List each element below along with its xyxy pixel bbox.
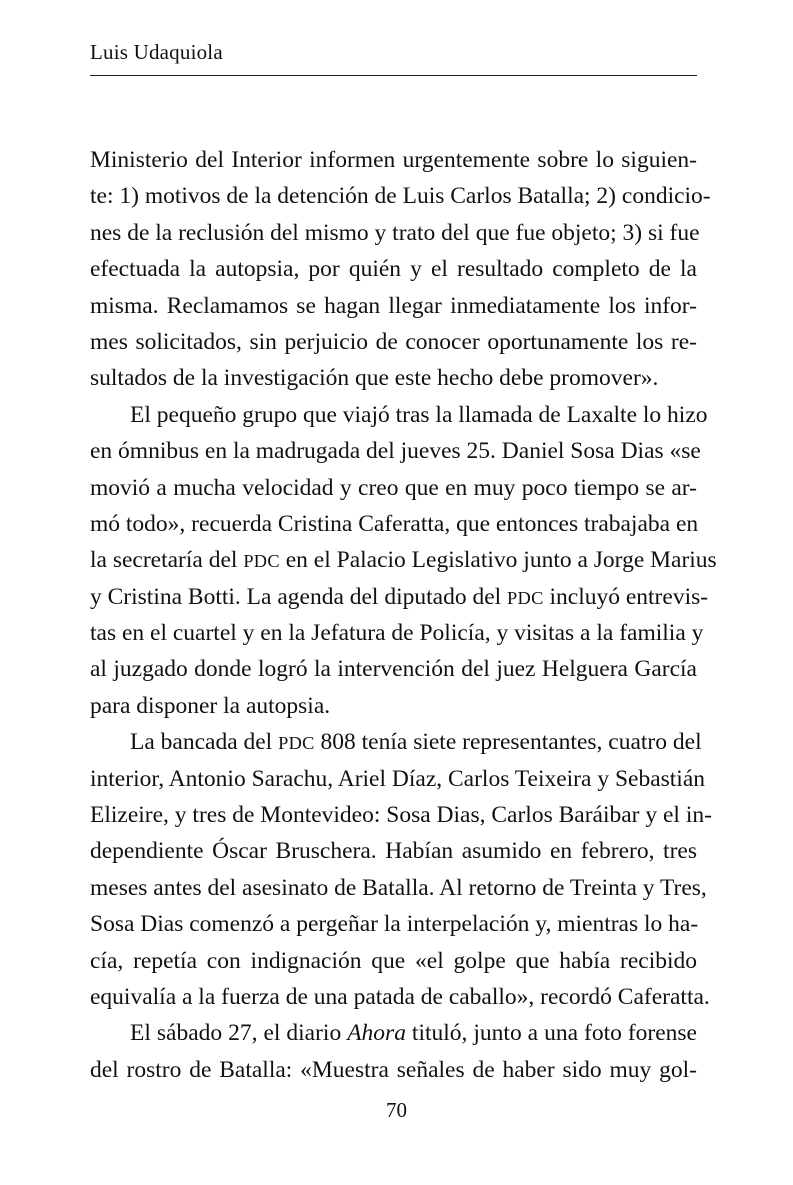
text-line: equivalía a la fuerza de una patada de caballo», recordó Caferatta. [90,983,710,1010]
text-line: cía, repetía con indignación que «el golpe que había recibido [90,947,697,974]
running-head: Luis Udaquiola [90,40,223,64]
text-line: y Cristina Botti. La agenda del diputado del PDC incluyó entrevis- [90,583,709,610]
text-line: te: 1) motivos de la detención de Luis Carlos Batalla; 2) condicio- [90,183,711,210]
text-line: misma. Reclamamos se hagan llegar inmediatamente los infor- [90,292,697,319]
text-line: mó todo», recuerda Cristina Caferatta, que entonces trabajaba en [90,510,699,537]
text-line: interior, Antonio Sarachu, Ariel Díaz, Carlos Teixeira y Sebastián [90,765,706,792]
text-line: Elizeire, y tres de Montevideo: Sosa Dias, Carlos Baráibar y el in- [90,802,712,829]
text-line: Sosa Dias comenzó a pergeñar la interpelación y, mientras lo ha- [90,911,699,938]
text-line: efectuada la autopsia, por quién y el resultado completo de la [90,256,697,283]
text-line: al juzgado donde logró la intervención del juez Helguera García [90,656,697,683]
text-line: tas en el cuartel y en la Jefatura de Policía, y visitas a la familia y [90,620,704,647]
text-line: El sábado 27, el diario Ahora tituló, junto a una foto forense [130,1020,697,1047]
text-line: del rostro de Batalla: «Muestra señales de haber sido muy gol- [90,1056,697,1083]
text-line: El pequeño grupo que viajó tras la llamada de Laxalte lo hizo [130,401,708,428]
header-rule [90,75,697,76]
text-line: Ministerio del Interior informen urgentemente sobre lo siguien- [90,147,697,173]
paragraph-2 [90,397,717,725]
text-line: dependiente Óscar Bruschera. Habían asumido en febrero, tres [90,838,697,865]
text-line: nes de la reclusión del mismo y trato del que fue objeto; 3) si fue [90,219,700,246]
acronym-pdc: PDC [507,587,544,608]
acronym-pdc: PDC [243,551,280,572]
text-line: movió a mucha velocidad y creo que en muy poco tiempo se ar- [90,474,697,501]
page-number: 70 [386,1098,407,1122]
text-line: mes solicitados, sin perjuicio de conocer oportunamente los re- [90,328,697,355]
newspaper-title: Ahora [347,1020,406,1047]
text-line: La bancada del PDC 808 tenía siete representantes, cuatro del [130,729,702,756]
text-line: meses antes del asesinato de Batalla. Al retorno de Treinta y Tres, [90,874,707,901]
paragraph-1 [90,142,711,397]
acronym-pdc: PDC [278,733,315,754]
text-line: sultados de la investigación que este hecho debe promover». [90,365,659,392]
body-text [90,142,717,1088]
text-line: la secretaría del PDC en el Palacio Legislativo junto a Jorge Marius [90,547,717,574]
text-line: para disponer la autopsia. [90,692,331,719]
paragraph-3 [90,724,712,1015]
paragraph-4 [90,1015,697,1088]
text-line: en ómnibus en la madrugada del jueves 25. Daniel Sosa Dias «se [90,438,701,465]
